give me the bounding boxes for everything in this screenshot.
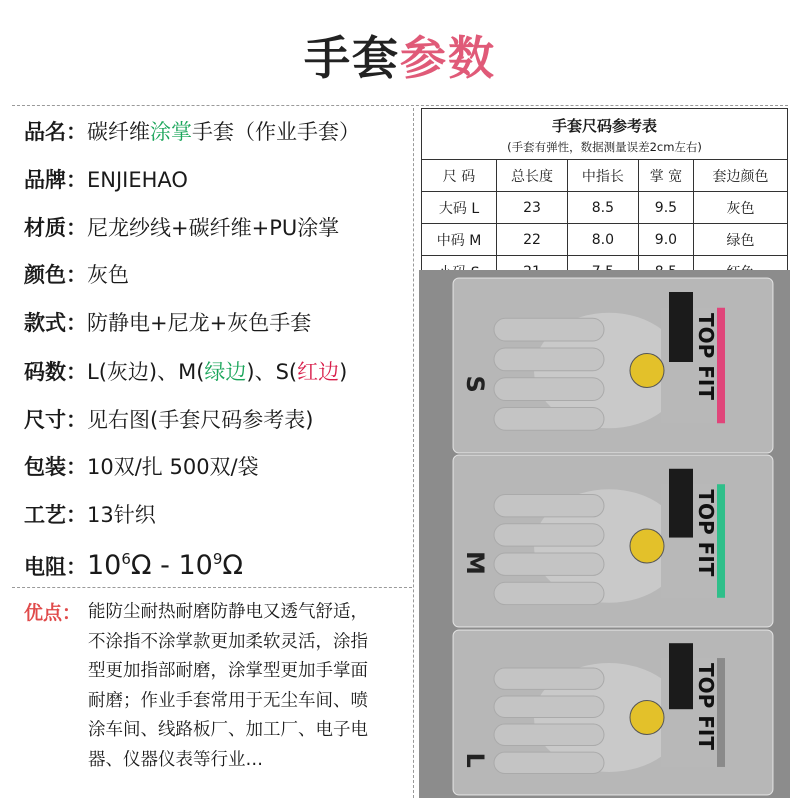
glove-finger	[494, 378, 604, 401]
advantages-key: 优点：	[24, 602, 82, 624]
brand-label: TOP FIT	[694, 313, 718, 401]
glove-finger	[494, 408, 604, 431]
spec-key: 电阻：	[24, 555, 87, 579]
spec-key: 材质：	[24, 216, 87, 240]
spec-key: 码数：	[24, 360, 87, 384]
size-table-column-header: 掌 宽	[638, 160, 693, 192]
table-cell: 中码 M	[422, 224, 497, 256]
size-label: L	[461, 752, 489, 768]
product-photo	[419, 270, 790, 798]
glove-finger	[494, 553, 604, 575]
spec-row	[24, 309, 311, 337]
spec-value: 10双/扎 500双/袋	[87, 455, 259, 479]
spec-value: 碳纤维	[87, 120, 150, 144]
brand-label: TOP FIT	[694, 663, 718, 751]
spec-value: 灰色	[87, 263, 129, 287]
size-table-column-header: 尺 码	[422, 160, 497, 192]
spec-resistance	[24, 545, 243, 581]
divider-top	[12, 105, 788, 106]
glove-finger	[494, 495, 604, 517]
spec-row	[24, 118, 360, 146]
table-cell: 8.5	[567, 192, 638, 224]
size-table	[421, 108, 788, 288]
spec-key: 款式：	[24, 311, 87, 335]
glove-bag	[453, 630, 773, 795]
advantages-line: 能防尘耐热耐磨防静电又透气舒适，	[88, 602, 368, 622]
resistance-value: $10^6\Omega - 10^9\Omega$	[87, 550, 243, 581]
size-table-note: (手套有弹性，数据测量误差2cm左右)	[507, 140, 702, 154]
spec-key: 包装：	[24, 455, 87, 479]
brand-band	[669, 469, 693, 538]
spec-value: 13针织	[87, 503, 156, 527]
glove-bag	[453, 278, 773, 453]
table-cell: 23	[497, 192, 568, 224]
size-label: S	[461, 375, 489, 393]
glove-finger	[494, 668, 604, 689]
spec-value: 手套（作业手套）	[192, 120, 360, 144]
size-table-title: 手套尺码参考表	[551, 117, 657, 135]
advantages-line: 型更加指部耐磨，涂掌型更加手掌面	[88, 661, 368, 681]
table-cell: 9.0	[638, 224, 693, 256]
glove-finger	[494, 724, 604, 745]
brand-band	[669, 643, 693, 709]
advantages-line: 涂车间、线路板厂、加工厂、电子电	[88, 720, 368, 740]
size-table-column-header: 套边颜色	[694, 160, 788, 192]
spec-value: 尼龙纱线+碳纤维+PU涂掌	[87, 216, 340, 240]
brand-band	[669, 292, 693, 362]
spec-value: 绿边	[204, 360, 247, 384]
spec-key: 尺寸：	[24, 408, 87, 432]
glove-finger	[494, 348, 604, 371]
table-cell: 8.0	[567, 224, 638, 256]
spec-row	[24, 214, 339, 242]
table-row	[422, 192, 788, 224]
size-table-column-header: 总长度	[497, 160, 568, 192]
divider-advantages	[12, 587, 412, 588]
advantages-line: 耐磨；作业手套常用于无尘车间、喷	[88, 690, 368, 711]
size-label: M	[461, 551, 489, 575]
glove-finger	[494, 752, 604, 773]
size-table-header	[422, 109, 788, 160]
spec-key: 品名：	[24, 120, 87, 144]
title-part2: 参数	[400, 31, 496, 85]
gloves-illustration	[419, 270, 790, 798]
glove-finger	[494, 696, 604, 717]
esd-icon	[630, 701, 664, 735]
table-cell: 9.5	[638, 192, 693, 224]
advantages-line: 不涂指不涂掌款更加柔软灵活，涂指	[88, 631, 368, 652]
spec-row	[24, 406, 313, 434]
brand-label: TOP FIT	[694, 489, 718, 577]
spec-key: 颜色：	[24, 263, 87, 287]
table-cell: 大码 L	[422, 192, 497, 224]
spec-row	[24, 453, 259, 481]
title-part1: 手套	[304, 31, 400, 85]
spec-value: L(灰边)、M(	[87, 360, 205, 384]
spec-value: 防静电+尼龙+灰色手套	[87, 311, 312, 335]
glove-bag	[453, 455, 773, 627]
glove-finger	[494, 524, 604, 546]
spec-value: 见右图(手套尺码参考表)	[87, 408, 314, 432]
spec-row	[24, 261, 129, 289]
glove-finger	[494, 582, 604, 604]
page-title	[0, 22, 800, 88]
spec-key: 品牌：	[24, 168, 87, 192]
spec-value: 红边	[297, 360, 340, 384]
esd-icon	[630, 529, 664, 563]
spec-key: 工艺：	[24, 503, 87, 527]
glove-finger	[494, 318, 604, 341]
spec-value: )、S(	[246, 360, 298, 384]
spec-row	[24, 358, 347, 386]
spec-value: 涂掌	[150, 120, 192, 144]
divider-vertical	[413, 108, 414, 798]
table-cell: 绿色	[694, 224, 788, 256]
spec-value: )	[339, 360, 348, 384]
table-row	[422, 224, 788, 256]
spec-row	[24, 501, 156, 529]
table-cell: 22	[497, 224, 568, 256]
spec-row	[24, 166, 188, 194]
table-cell: 灰色	[694, 192, 788, 224]
size-table-column-header: 中指长	[567, 160, 638, 192]
spec-value: ENJIEHAO	[87, 168, 188, 192]
esd-icon	[630, 354, 664, 388]
advantages-line: 器、仪器仪表等行业…	[88, 749, 263, 770]
advantages-text	[88, 598, 368, 775]
